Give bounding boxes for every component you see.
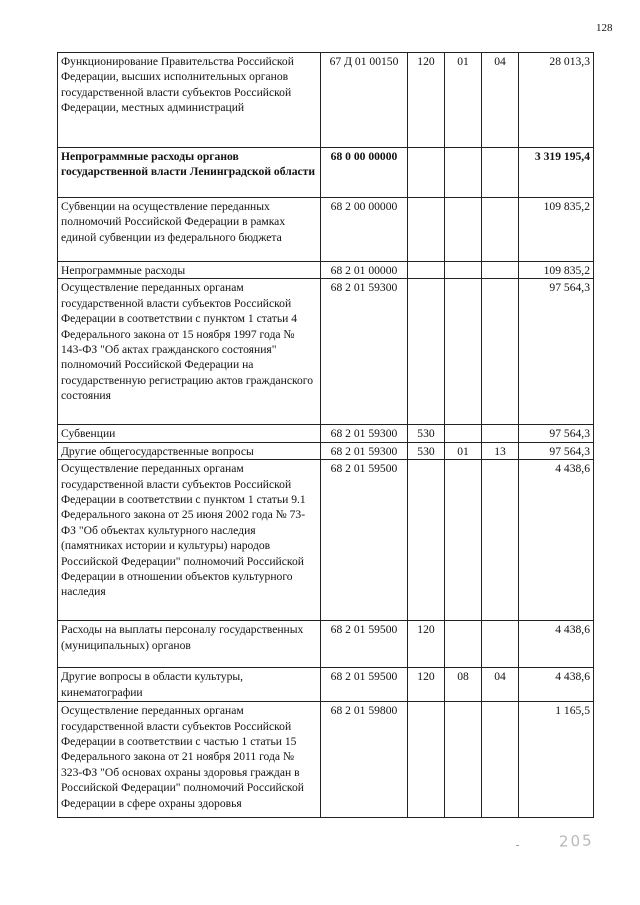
cell-subsection (482, 279, 519, 425)
cell-target-code: 68 2 01 00000 (321, 262, 408, 279)
cell-amount: 4 438,6 (519, 668, 594, 702)
cell-name: Субвенции на осуществление переданных полномочий Российской Федерации в рамках единой субвенции из федерального бюджета (58, 198, 321, 262)
cell-expense-type (408, 198, 445, 262)
cell-subsection: 04 (482, 668, 519, 702)
cell-amount: 97 564,3 (519, 442, 594, 459)
table-row (58, 460, 594, 621)
table-row (58, 668, 594, 702)
cell-target-code: 68 2 01 59500 (321, 668, 408, 702)
cell-section (445, 621, 482, 668)
cell-target-code: 68 2 01 59300 (321, 279, 408, 425)
table-row (58, 442, 594, 459)
cell-name: Другие вопросы в области культуры, кинематографии (58, 668, 321, 702)
cell-expense-type: 120 (408, 53, 445, 148)
cell-name: Субвенции (58, 425, 321, 442)
cell-name: Осуществление переданных органам государственной власти субъектов Российской Федерации в соответствии с пунктом 1 статьи 4 Федерального закона от 15 ноября 1997 года № 143-ФЗ "Об актах гражданского состояния" полномочий Российской Федерации на государственную регистрацию актов гражданского состояния (58, 279, 321, 425)
cell-expense-type: 120 (408, 668, 445, 702)
cell-subsection (482, 702, 519, 818)
cell-subsection: 13 (482, 442, 519, 459)
page-stamp: 205 (558, 831, 594, 851)
cell-section: 01 (445, 442, 482, 459)
table-row (58, 621, 594, 668)
cell-subsection (482, 148, 519, 198)
cell-amount: 4 438,6 (519, 460, 594, 621)
cell-section (445, 148, 482, 198)
cell-name: Осуществление переданных органам государственной власти субъектов Российской Федерации в соответствии с частью 1 статьи 15 Федерального закона от 21 ноября 2011 года № 323-ФЗ "Об основах охраны здоровья граждан в Российской Федерации" полномочий Российской Федерации в сфере охраны здоровья (58, 702, 321, 818)
cell-section (445, 425, 482, 442)
cell-amount: 4 438,6 (519, 621, 594, 668)
cell-expense-type: 530 (408, 442, 445, 459)
cell-section (445, 198, 482, 262)
cell-expense-type (408, 279, 445, 425)
cell-section: 08 (445, 668, 482, 702)
table-row (58, 148, 594, 198)
cell-subsection (482, 460, 519, 621)
scan-speck (516, 845, 519, 846)
cell-amount: 97 564,3 (519, 425, 594, 442)
cell-expense-type (408, 148, 445, 198)
page-number: 128 (596, 22, 613, 34)
cell-target-code: 68 2 01 59300 (321, 442, 408, 459)
cell-target-code: 68 0 00 00000 (321, 148, 408, 198)
cell-subsection (482, 621, 519, 668)
cell-subsection (482, 198, 519, 262)
cell-name: Другие общегосударственные вопросы (58, 442, 321, 459)
cell-name: Расходы на выплаты персоналу государственных (муниципальных) органов (58, 621, 321, 668)
cell-name: Функционирование Правительства Российской Федерации, высших исполнительных органов государственной власти субъектов Российской Федерации, местных администраций (58, 53, 321, 148)
budget-table (57, 52, 594, 818)
cell-expense-type: 120 (408, 621, 445, 668)
cell-subsection: 04 (482, 53, 519, 148)
cell-name: Осуществление переданных органам государственной власти субъектов Российской Федерации в соответствии с пунктом 1 статьи 9.1 Федерального закона от 25 июня 2002 года № 73-ФЗ "Об объектах культурного наследия (памятниках истории и культуры) народов Российской Федерации" полномочий Российской Федерации в отношении объектов культурного наследия (58, 460, 321, 621)
cell-section (445, 460, 482, 621)
cell-amount: 3 319 195,4 (519, 148, 594, 198)
cell-target-code: 67 Д 01 00150 (321, 53, 408, 148)
cell-section (445, 702, 482, 818)
cell-amount: 97 564,3 (519, 279, 594, 425)
cell-expense-type: 530 (408, 425, 445, 442)
cell-expense-type (408, 460, 445, 621)
table-row (58, 53, 594, 148)
cell-target-code: 68 2 01 59500 (321, 621, 408, 668)
cell-section (445, 262, 482, 279)
cell-subsection (482, 262, 519, 279)
cell-name: Непрограммные расходы органов государственной власти Ленинградской области (58, 148, 321, 198)
cell-amount: 109 835,2 (519, 198, 594, 262)
cell-expense-type (408, 702, 445, 818)
cell-section: 01 (445, 53, 482, 148)
cell-target-code: 68 2 01 59800 (321, 702, 408, 818)
table-row (58, 702, 594, 818)
cell-expense-type (408, 262, 445, 279)
cell-amount: 1 165,5 (519, 702, 594, 818)
cell-amount: 28 013,3 (519, 53, 594, 148)
cell-name: Непрограммные расходы (58, 262, 321, 279)
table-row (58, 279, 594, 425)
cell-target-code: 68 2 00 00000 (321, 198, 408, 262)
table-row (58, 198, 594, 262)
cell-section (445, 279, 482, 425)
table-row (58, 425, 594, 442)
cell-target-code: 68 2 01 59500 (321, 460, 408, 621)
cell-amount: 109 835,2 (519, 262, 594, 279)
cell-subsection (482, 425, 519, 442)
table-row (58, 262, 594, 279)
cell-target-code: 68 2 01 59300 (321, 425, 408, 442)
